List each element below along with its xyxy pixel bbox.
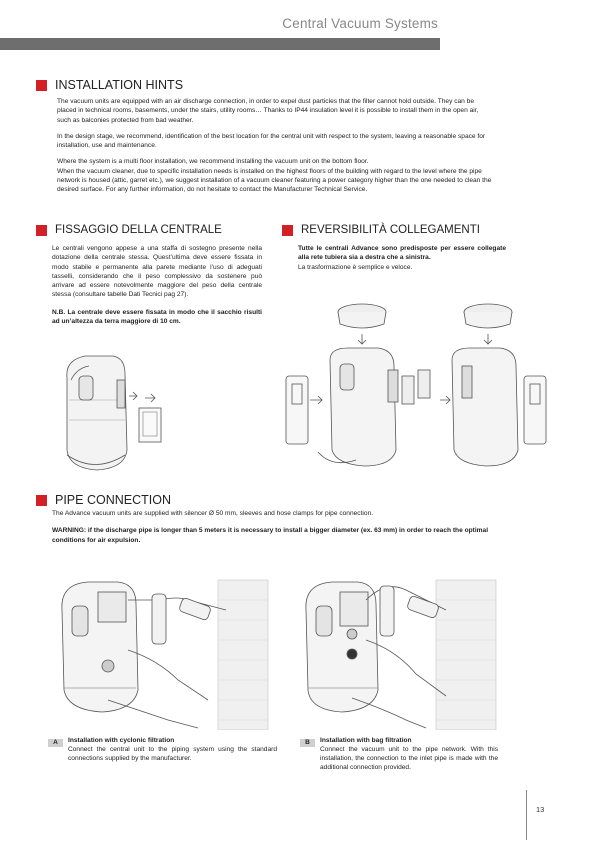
caption-b-badge: B [300, 739, 315, 747]
paragraph: Le centrali vengono appese a una staffa di sostegno presente nella dotazione della centrale stessa. Quest’ultima deve essere fissata in modo stabile e permanente alla parete mediante l’uso di adeguati tasselli, considerando che il peso complessivo da sostenere può arrivare ad essere notevolmente maggiore del peso della centrale stessa (consultare tabelle Dati Tecnici pag 27). [52, 245, 262, 299]
heading-text: REVERSIBILITÀ COLLEGAMENTI [301, 224, 480, 236]
red-square-marker [282, 225, 293, 236]
page-number: 13 [536, 805, 545, 814]
caption-b [320, 736, 498, 772]
paragraph: La trasformazione è semplice e veloce. [298, 263, 413, 271]
bag-installation-illustration [296, 570, 526, 730]
section-pipe-connection-heading [36, 493, 171, 507]
caption-title: Installation with cyclonic filtration [68, 737, 175, 744]
header-bar [0, 38, 440, 50]
section-installation-hints-heading [36, 78, 183, 92]
caption-text: Connect the vacuum unit to the pipe network. With this installation, the connection to the inlet pipe is made with the additional connection provided. [320, 746, 498, 771]
reversibilita-body [298, 244, 506, 272]
red-square-marker [36, 80, 47, 91]
red-square-marker [36, 495, 47, 506]
paragraph: The Advance vacuum units are supplied with silencer Ø 50 mm, sleeves and hose clamps for pipe connection. [52, 510, 374, 517]
section-fissaggio-heading [36, 224, 222, 236]
cyclonic-installation-illustration [48, 570, 278, 730]
installation-hints-body [57, 97, 493, 195]
fissaggio-body [52, 244, 262, 326]
pipe-connection-body [52, 509, 502, 545]
reversibility-illustration [282, 300, 552, 475]
caption-title: Installation with bag filtration [320, 737, 412, 744]
caption-text: Connect the central unit to the piping system using the standard connections supplied by the manufacturer. [68, 746, 277, 762]
heading-text: PIPE CONNECTION [55, 493, 171, 507]
paragraph: In the design stage, we recommend, identification of the best location for the central unit with respect to the system, leaving a reasonable space for installation, use and maintenance. [57, 132, 486, 150]
warning: WARNING: if the discharge pipe is longer than 5 meters it is necessary to install a bigger diameter (ex. 63 mm) in order to reach the optimal conditions for air expulsion. [52, 527, 489, 544]
paragraph: Where the system is a multi floor installation, we recommend installing the vacuum unit on the bottom floor. [57, 158, 369, 166]
paragraph: The vacuum units are equipped with an air discharge connection, in order to expel dust particles that the filter cannot hold outside. They can be placed in technical rooms, basements, under the stairs, utility rooms… Thanks to IP44 insulation level it is possible to install them in the open air, such as balconies protected from bad weather. [57, 98, 479, 124]
header-title: Central Vacuum Systems [282, 16, 438, 31]
caption-a [68, 736, 277, 763]
note: N.B. La centrale deve essere fissata in modo che il sacchio risulti ad un’altezza da terra maggiore di 10 cm. [52, 308, 262, 326]
caption-a-badge: A [48, 739, 63, 747]
heading-text: INSTALLATION HINTS [55, 78, 184, 92]
heading-text: FISSAGGIO DELLA CENTRALE [55, 224, 222, 236]
wall-mount-illustration [55, 340, 175, 480]
page-number-divider [526, 790, 527, 840]
section-reversibilita-heading [282, 224, 480, 236]
red-square-marker [36, 225, 47, 236]
paragraph: When the vacuum cleaner, due to specific installation needs is installed on the highest floors of the building with regard to the level where the pipe network is housed (attic, garret etc.), we suggest installation of a vacuum cleaner featuring a power category higher than the one needed to clean the desired surface. For any further information, do not hesitate to contact the Manufacturer Technical Service. [57, 167, 492, 194]
paragraph: Tutte le centrali Advance sono predisposte per essere collegate alla rete tubiera sia a destra che a sinistra. [298, 245, 506, 262]
